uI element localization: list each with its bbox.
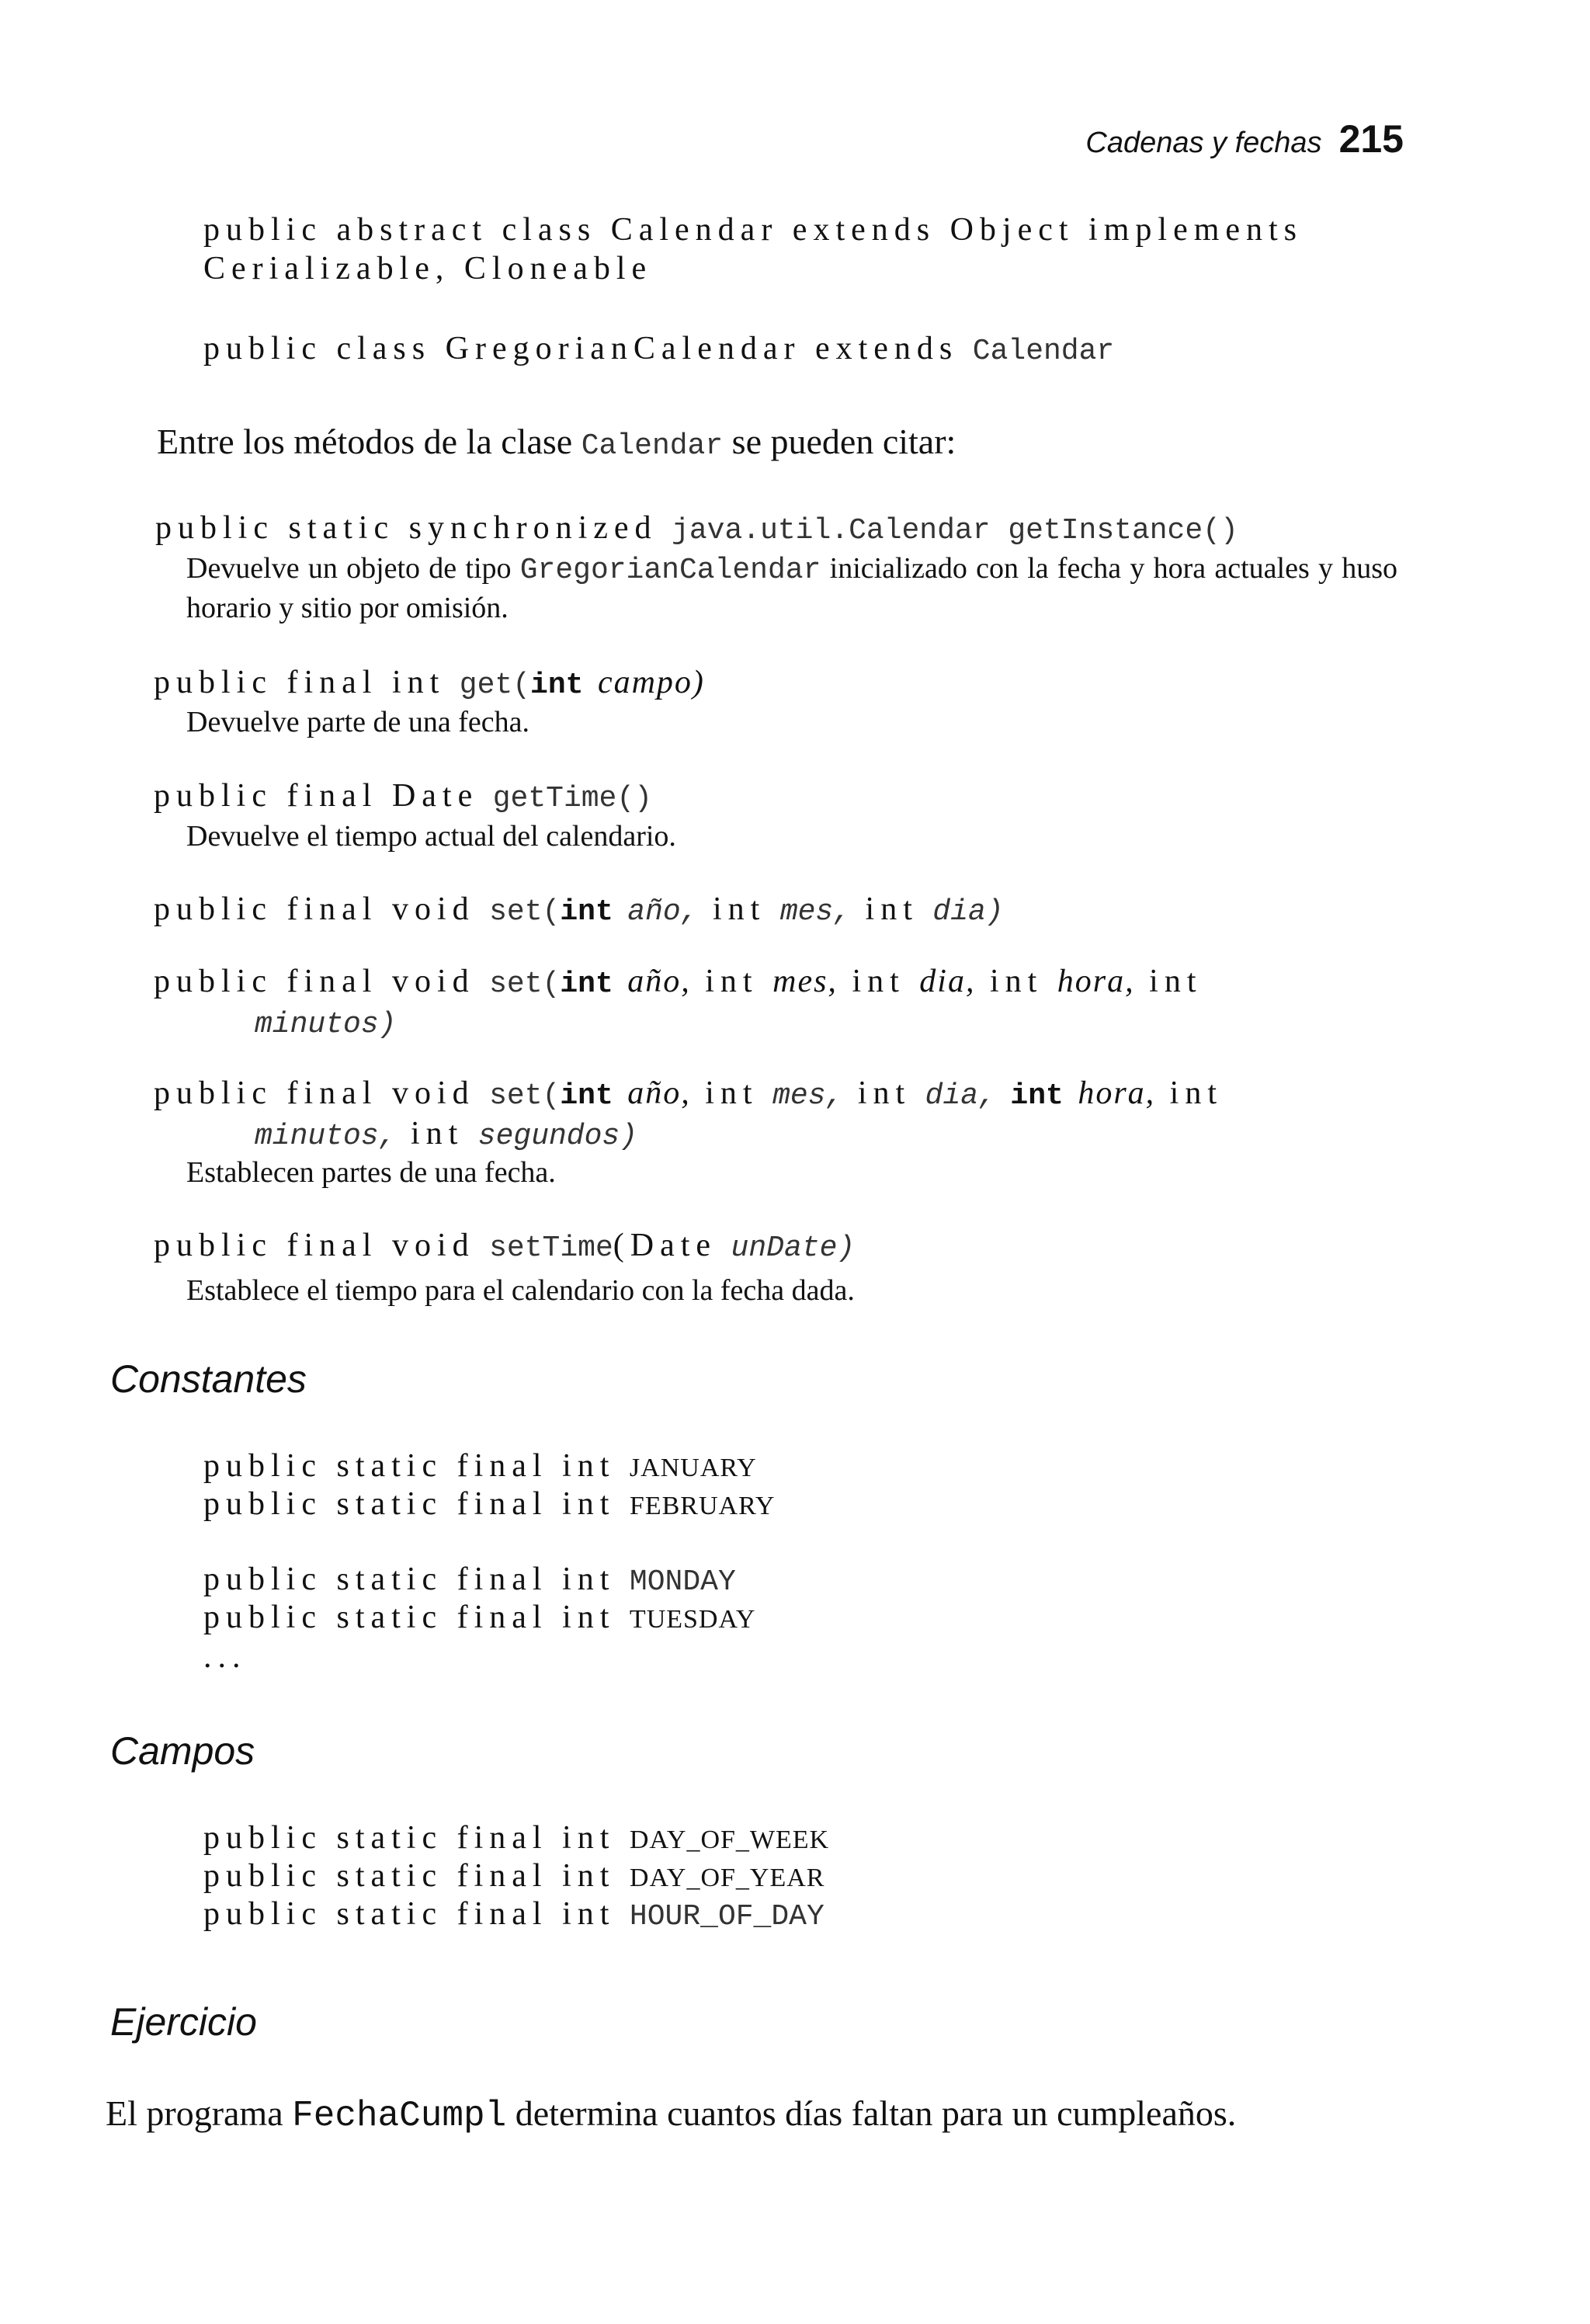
param-name: segundos) [477, 1120, 638, 1153]
param-type: int [560, 967, 613, 1001]
field-decl: public static final int [203, 1858, 616, 1894]
method-get-description: Devuelve parte de una fecha. [186, 706, 530, 738]
section-heading-campos: Campos [110, 1729, 255, 1773]
constant-name: TUESDAY [629, 1605, 756, 1634]
constant-name: MONDAY [629, 1565, 736, 1599]
chapter-title: Cadenas y fechas [1085, 127, 1322, 159]
param-type: int [1010, 1079, 1064, 1113]
methods-intro-after: se pueden citar: [731, 422, 956, 461]
method-modifiers: public final int [154, 665, 446, 700]
method-set5-signature [154, 963, 1203, 1003]
constant-row [203, 1447, 757, 1487]
param-type: int [560, 1079, 613, 1113]
method-modifiers: public final void [154, 1228, 475, 1263]
param-type: int [1149, 964, 1203, 999]
param-name: dia, [925, 1079, 996, 1113]
param-name: mes, [772, 964, 838, 999]
gregorian-parent-class: Calendar [972, 335, 1115, 368]
method-name: set( [489, 895, 561, 929]
constant-row [203, 1561, 736, 1601]
constant-decl: public static final int [203, 1600, 616, 1635]
param-type: int [712, 891, 766, 927]
param-name: año, [627, 895, 699, 929]
param-name: mes, [779, 895, 852, 929]
param-type: int [857, 1075, 911, 1111]
exercise-text: El programa [106, 2093, 283, 2133]
constant-decl: public static final int [203, 1561, 616, 1597]
desc-code: GregorianCalendar [519, 554, 821, 587]
param-name: campo) [597, 665, 705, 700]
constants-ellipsis: ... [203, 1639, 247, 1675]
constant-name: FEBRUARY [629, 1492, 776, 1520]
method-name: set( [489, 1079, 561, 1113]
methods-intro-class: Calendar [581, 429, 724, 463]
method-getinstance-signature [155, 509, 1238, 550]
page-number: 215 [1338, 117, 1404, 161]
param-type: int [410, 1116, 464, 1152]
param-type: (Date [613, 1228, 717, 1263]
exercise-text: determina cuantos días faltan para un cumpleaños. [515, 2093, 1237, 2133]
param-type: int [1169, 1075, 1224, 1111]
field-name: DAY_OF_YEAR [629, 1864, 825, 1892]
gregorian-declaration-text: public class GregorianCalendar extends [203, 331, 959, 366]
param-type: int [705, 964, 759, 999]
desc-text: inicializado con la fecha y hora actuales y huso horario y sitio por omisión. [186, 552, 1397, 624]
method-getinstance-description [186, 550, 1397, 627]
method-settime-description: Establece el tiempo para el calendario con la fecha dada. [186, 1274, 855, 1307]
method-get-signature [154, 664, 705, 704]
param-name: unDate) [731, 1231, 856, 1265]
methods-intro [157, 421, 956, 463]
param-name: mes, [772, 1079, 844, 1113]
field-name: HOUR_OF_DAY [629, 1900, 825, 1933]
param-type: int [560, 895, 613, 929]
param-name: dia, [919, 964, 976, 999]
method-set-description: Establecen partes de una fecha. [186, 1156, 556, 1189]
method-name: java.util.Calendar getInstance() [672, 514, 1238, 547]
gregorian-declaration [203, 330, 1114, 370]
method-name: set( [489, 967, 561, 1001]
page-header [1085, 116, 1404, 162]
param-name: minutos, [255, 1120, 397, 1153]
method-set6-signature [154, 1075, 1223, 1115]
constant-decl: public static final int [203, 1448, 616, 1484]
field-decl: public static final int [203, 1820, 616, 1856]
field-name: DAY_OF_WEEK [629, 1826, 830, 1854]
method-set5-continuation [255, 1003, 396, 1044]
constant-row [203, 1599, 755, 1638]
exercise-paragraph [106, 2093, 1236, 2136]
field-row [203, 1895, 825, 1936]
section-heading-ejercicio: Ejercicio [110, 2000, 257, 2044]
calendar-declaration-line2: Cerializable, Cloneable [203, 251, 653, 287]
method-name: getTime() [492, 782, 652, 815]
param-name: minutos) [255, 1008, 397, 1041]
param-type: int [989, 964, 1043, 999]
param-name: año, [627, 1075, 691, 1111]
method-modifiers: public final void [154, 891, 475, 927]
field-row [203, 1857, 825, 1897]
param-name: hora, [1057, 964, 1135, 999]
field-row [203, 1819, 829, 1859]
methods-intro-before: Entre los métodos de la clase [157, 422, 573, 461]
method-modifiers: public static synchronized [155, 510, 658, 546]
param-name: hora, [1078, 1075, 1156, 1111]
method-gettime-description: Devuelve el tiempo actual del calendario. [186, 820, 676, 853]
field-decl: public static final int [203, 1896, 616, 1932]
constant-row [203, 1485, 775, 1525]
method-settime-signature [154, 1227, 855, 1267]
param-name: año, [627, 964, 691, 999]
method-modifiers: public final void [154, 964, 475, 999]
method-modifiers: public final void [154, 1075, 475, 1111]
exercise-program-name: FechaCumpl [292, 2096, 507, 2136]
section-heading-constantes: Constantes [110, 1357, 307, 1401]
param-name: dia) [932, 895, 1004, 929]
desc-text: Devuelve un objeto de tipo [186, 552, 512, 585]
param-type: int [530, 669, 584, 702]
param-type: int [705, 1075, 759, 1111]
constant-name: JANUARY [629, 1454, 757, 1482]
method-name: setTime [489, 1231, 613, 1265]
method-set6-continuation [255, 1115, 637, 1155]
constant-decl: public static final int [203, 1486, 616, 1522]
method-gettime-signature [154, 777, 652, 818]
method-name: get( [459, 669, 531, 702]
param-type: int [852, 964, 905, 999]
calendar-declaration-line1: public abstract class Calendar extends Object implements [203, 212, 1304, 248]
param-type: int [865, 891, 918, 927]
method-set3-signature [154, 891, 1004, 931]
method-modifiers: public final Date [154, 778, 479, 814]
